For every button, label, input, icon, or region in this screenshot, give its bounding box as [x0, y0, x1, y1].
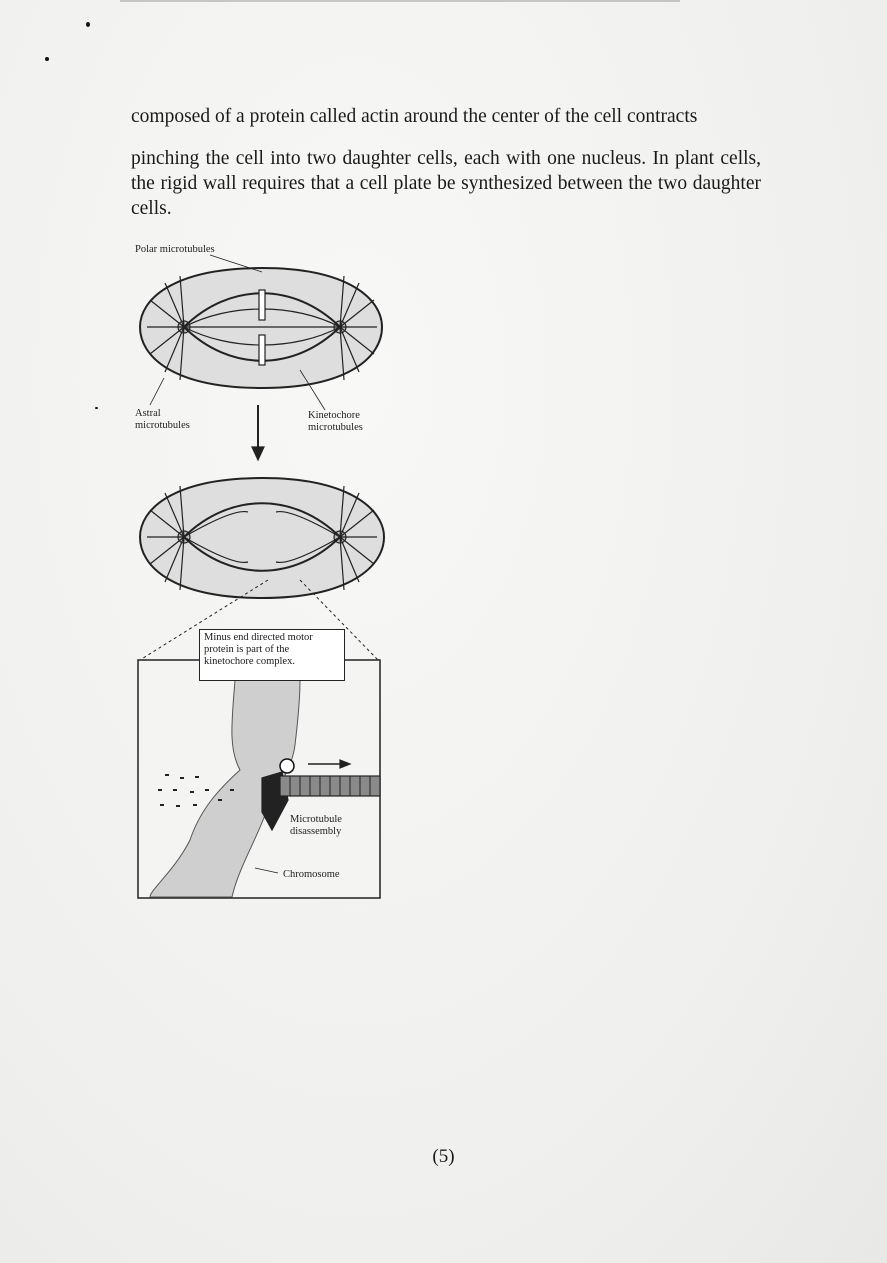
- label-kinetochore-microtubules: Kinetochore microtubules: [308, 410, 363, 433]
- label-astral-microtubules: Astral microtubules: [135, 408, 190, 431]
- spindle-cell-1: [140, 268, 382, 388]
- spindle-cell-2: [140, 478, 384, 598]
- body-paragraph-2: pinching the cell into two daughter cells, each with one nucleus. In plant cells, the rigid wall requires that a cell plate be synthesized between the two daughter cells.: [131, 148, 761, 219]
- body-paragraph-1: composed of a protein called actin around the center of the cell contracts: [131, 106, 698, 127]
- label-microtubule-disassembly: Microtubule disassembly: [290, 814, 342, 837]
- label-chromosome: Chromosome: [283, 869, 340, 880]
- page-number: (5): [432, 1146, 455, 1167]
- kinetochore-inset: [138, 660, 380, 898]
- label-motor-protein: Minus end directed motor protein is part of the kinetochore complex.: [199, 629, 345, 681]
- label-polar-microtubules: Polar microtubules: [135, 244, 215, 255]
